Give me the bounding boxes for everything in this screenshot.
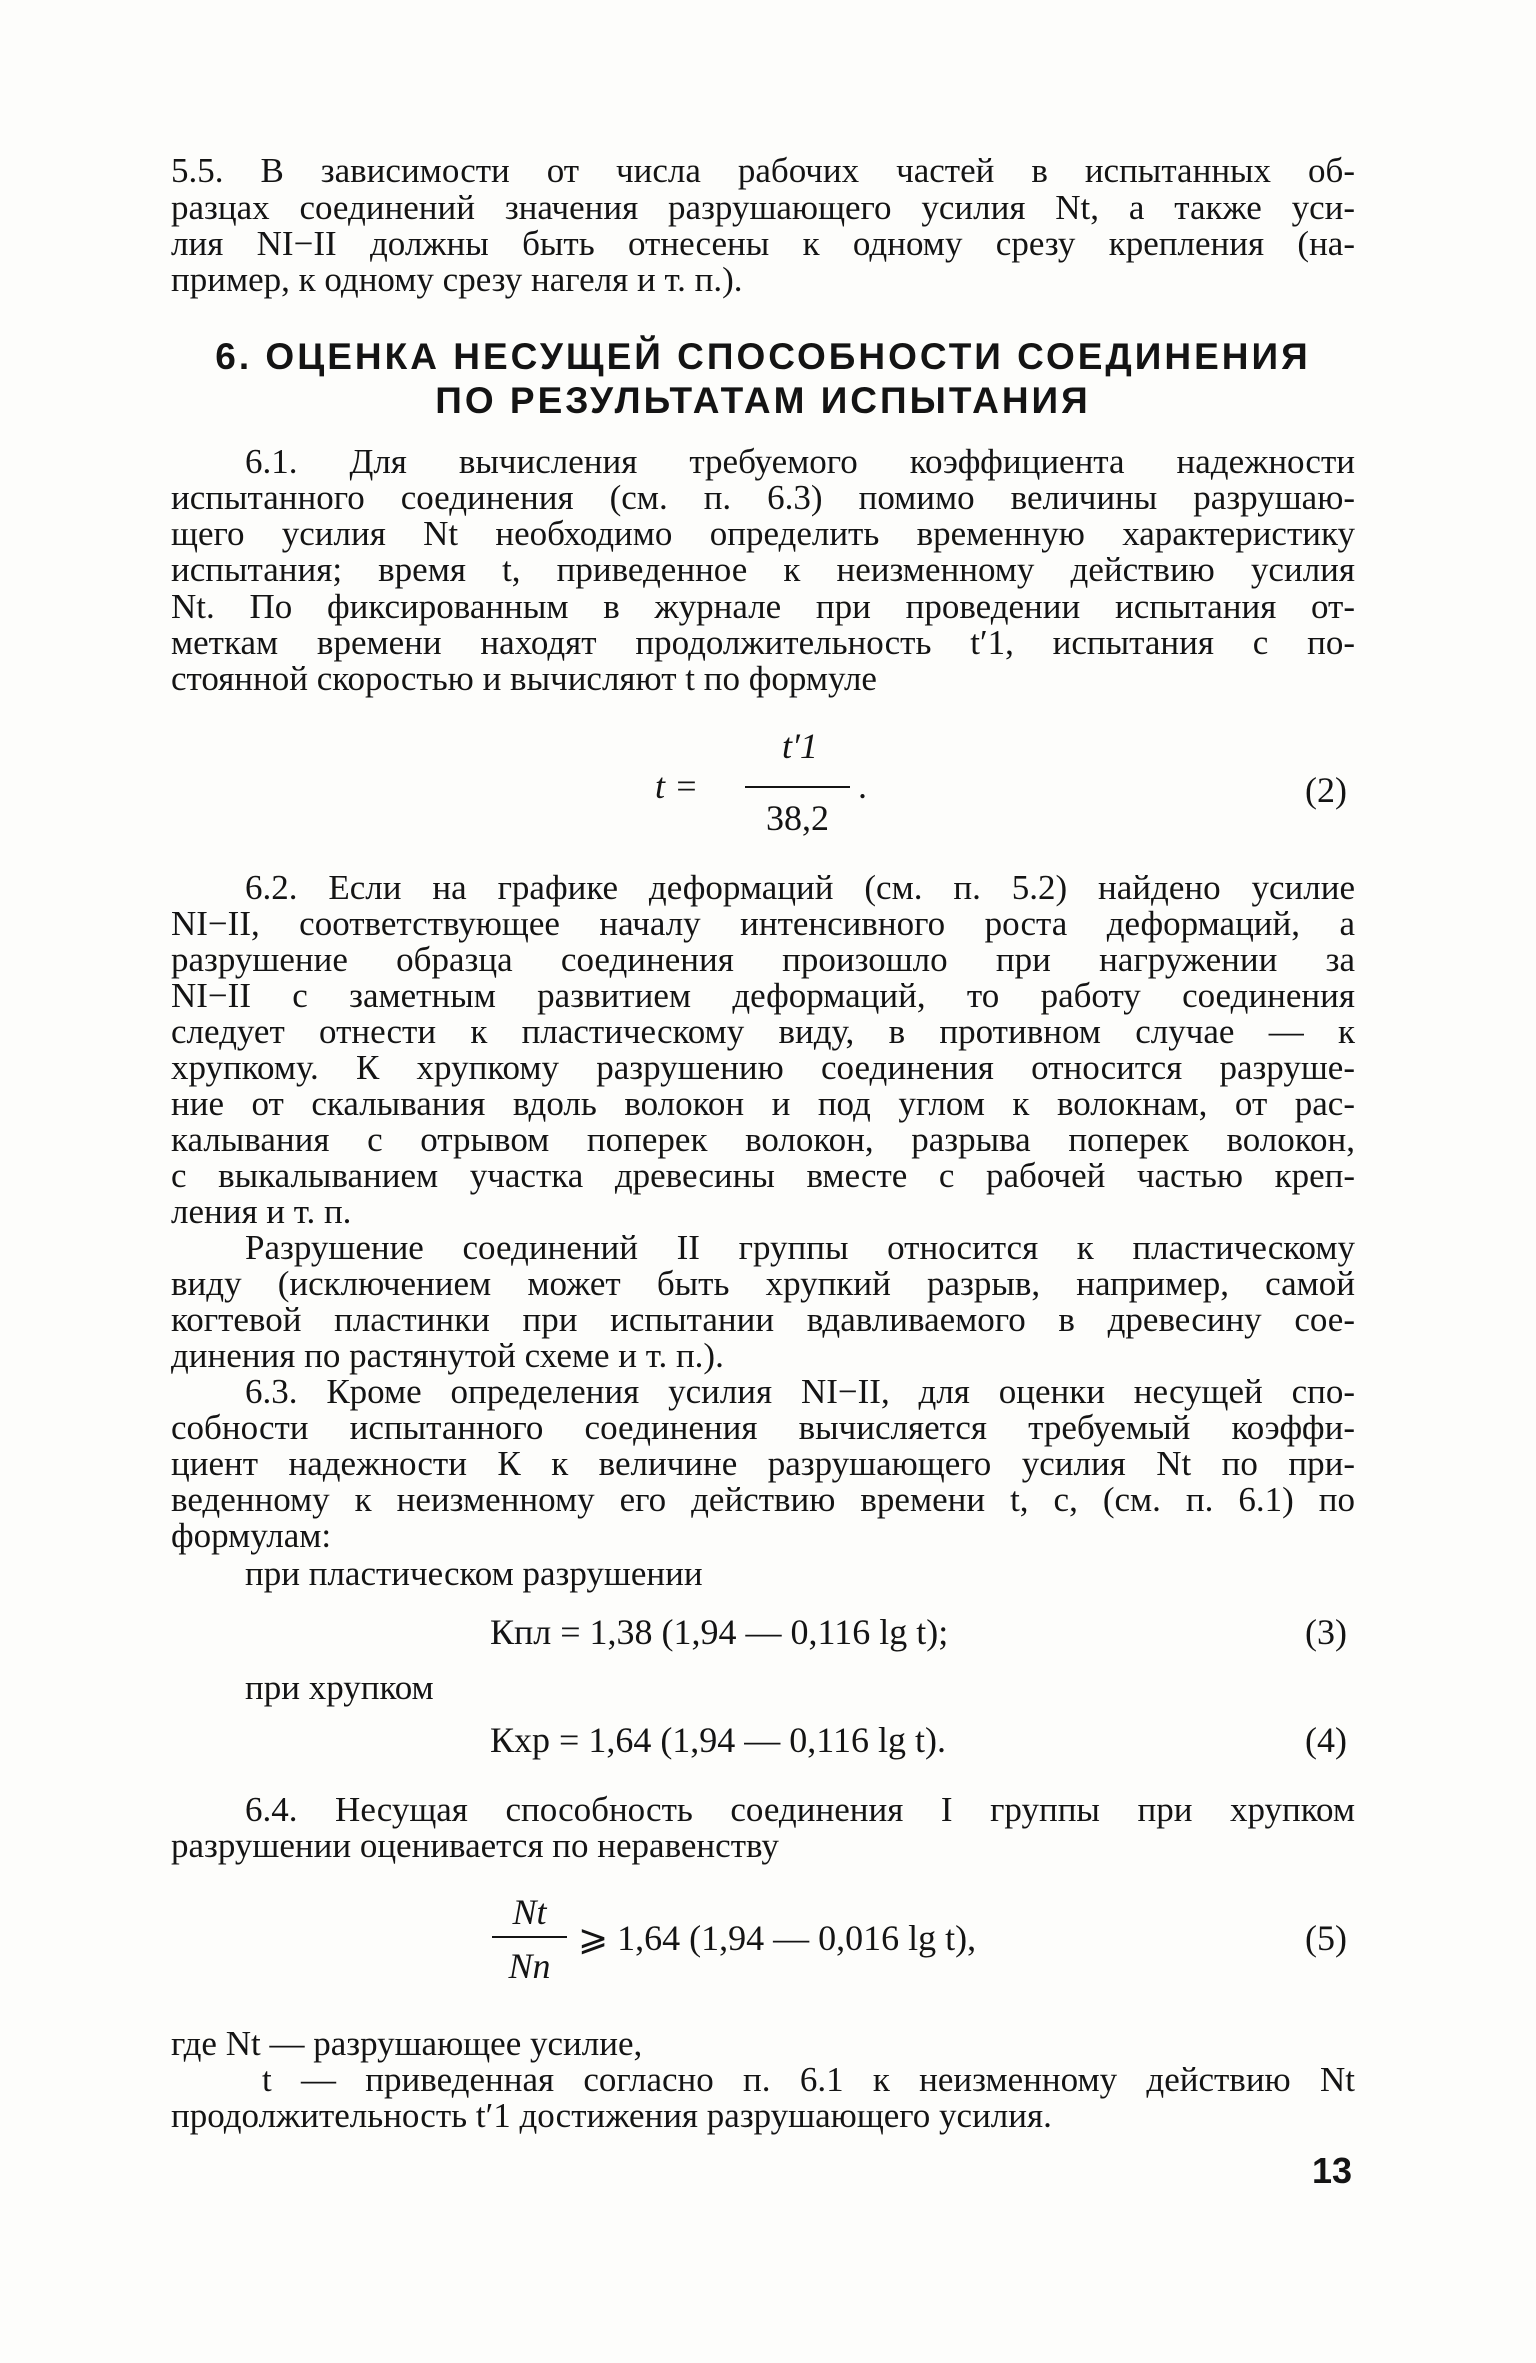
p63-line-1: 6.3. Кроме определения усилия NI−II, для оценки несущей спо-: [245, 1372, 1355, 1411]
p62-line-7: ние от скалывания вдоль волокон и под углом к волокнам, от рас-: [171, 1084, 1355, 1123]
p55-line-1: 5.5. В зависимости от числа рабочих частей в испытанных об-: [171, 151, 1355, 190]
p62-para2-line-1: Разрушение соединений II группы относится к пластическому: [245, 1228, 1355, 1267]
p63-line-5: формулам:: [171, 1516, 332, 1555]
p62-line-1: 6.2. Если на графике деформаций (см. п. 5.2) найдено усилие: [245, 868, 1355, 907]
where-line-3: продолжительность t′1 достижения разрушающего усилия.: [171, 2096, 1052, 2135]
p61-line-6: меткам времени находят продолжительность t′1, испытания с по-: [171, 623, 1355, 662]
formula-3: Кпл = 1,38 (1,94 — 0,116 lg t);: [490, 1612, 949, 1652]
p61-line-4: испытания; время t, приведенное к неизменному действию усилия: [171, 550, 1355, 589]
formula-2-tail: .: [858, 766, 867, 806]
p62-line-10: ления и т. п.: [171, 1192, 352, 1231]
p63-line-3: циент надежности К к величине разрушающего усилия Nt по при-: [171, 1444, 1355, 1483]
p61-line-1: 6.1. Для вычисления требуемого коэффициента надежности: [245, 442, 1355, 481]
p61-line-3: щего усилия Nt необходимо определить временную характеристику: [171, 514, 1355, 553]
p55-line-2: разцах соединений значения разрушающего усилия Nt, а также уси-: [171, 188, 1355, 227]
page-number: 13: [1311, 2150, 1352, 2191]
p62-line-8: калывания с отрывом поперек волокон, разрыва поперек волокон,: [171, 1120, 1355, 1159]
formula-3-number: (3): [1305, 1612, 1347, 1652]
where-line-1: где Nt — разрушающее усилие,: [171, 2024, 643, 2063]
p55-line-3: лия NI−II должны быть отнесены к одному срезу крепления (на-: [171, 224, 1355, 263]
formula-5-denominator: Nп: [508, 1946, 551, 1986]
formula-4-number: (4): [1305, 1720, 1347, 1760]
formula-5-fraction-bar: [492, 1936, 567, 1938]
p55-line-4: пример, к одному срезу нагеля и т. п.).: [171, 260, 743, 299]
p62-line-5: следует отнести к пластическому виду, в противном случае — к: [171, 1012, 1355, 1051]
p62-line-4: NI−II с заметным развитием деформаций, то работу соединения: [171, 976, 1355, 1015]
p64-line-1: 6.4. Несущая способность соединения I группы при хрупком: [245, 1790, 1355, 1829]
p64-line-2: разрушении оценивается по неравенству: [171, 1826, 779, 1865]
formula-2-fraction-bar: [745, 786, 850, 788]
formula-4: Кхр = 1,64 (1,94 — 0,116 lg t).: [490, 1720, 946, 1760]
section-heading-line-2: ПО РЕЗУЛЬТАТАМ ИСПЫТАНИЯ: [435, 380, 1091, 421]
plastic-label: при пластическом разрушении: [245, 1554, 703, 1593]
formula-5-number: (5): [1305, 1918, 1347, 1958]
formula-2-lhs: t =: [655, 766, 699, 806]
where-line-2: t — приведенная согласно п. 6.1 к неизменному действию Nt: [262, 2060, 1355, 2099]
formula-2-denominator: 38,2: [766, 798, 829, 838]
p62-para2-line-3: когтевой пластинки при испытании вдавливаемого в древесину сое-: [171, 1300, 1355, 1339]
formula-5-rhs: ⩾ 1,64 (1,94 — 0,016 lg t),: [578, 1918, 977, 1958]
p63-line-4: веденному к неизменному его действию времени t, с, (см. п. 6.1) по: [171, 1480, 1355, 1519]
p62-line-6: хрупкому. К хрупкому разрушению соединения относится разруше-: [171, 1048, 1355, 1087]
formula-2-number: (2): [1305, 770, 1347, 810]
p61-line-2: испытанного соединения (см. п. 6.3) помимо величины разрушаю-: [171, 478, 1355, 517]
formula-5-numerator: Nt: [512, 1892, 547, 1932]
formula-2-numerator: t′1: [782, 726, 818, 766]
section-heading-line-1: 6. ОЦЕНКА НЕСУЩЕЙ СПОСОБНОСТИ СОЕДИНЕНИЯ: [215, 336, 1311, 377]
p62-para2-line-4: динения по растянутой схеме и т. п.).: [171, 1336, 724, 1375]
p62-para2-line-2: виду (исключением может быть хрупкий разрыв, например, самой: [171, 1264, 1355, 1303]
p62-line-2: NI−II, соответствующее началу интенсивного роста деформаций, а: [171, 904, 1355, 943]
brittle-label: при хрупком: [245, 1668, 434, 1707]
p61-line-7: стоянной скоростью и вычисляют t по формуле: [171, 659, 877, 698]
p62-line-3: разрушение образца соединения произошло при нагружении за: [171, 940, 1355, 979]
p63-line-2: собности испытанного соединения вычисляется требуемый коэффи-: [171, 1408, 1355, 1447]
p62-line-9: с выкалыванием участка древесины вместе с рабочей частью креп-: [171, 1156, 1355, 1195]
p61-line-5: Nt. По фиксированным в журнале при проведении испытания от-: [171, 587, 1355, 626]
